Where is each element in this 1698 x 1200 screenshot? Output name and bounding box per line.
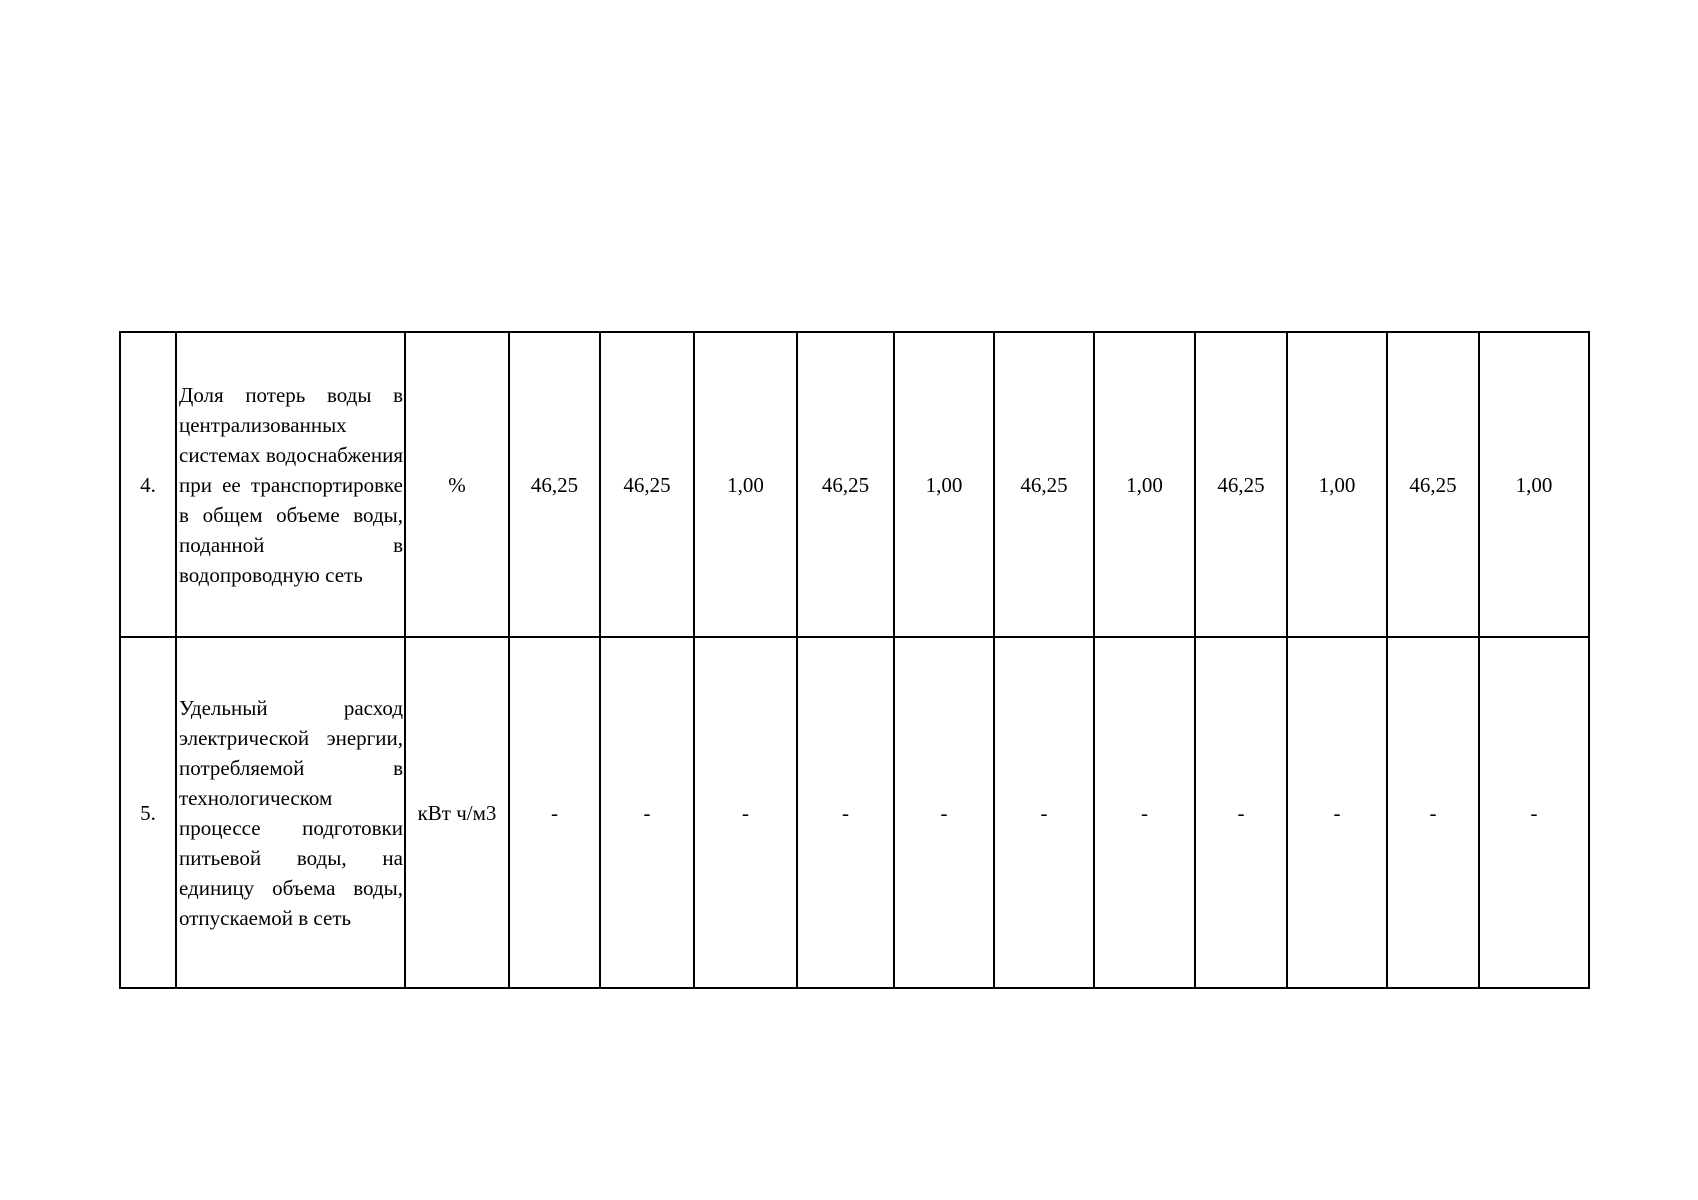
indicators-table [119, 331, 1590, 989]
table-row [120, 332, 1589, 637]
value-cell: 1,00 [694, 332, 797, 637]
value-cell: - [1094, 637, 1195, 988]
value-cell: - [994, 637, 1094, 988]
value-cell: 1,00 [1094, 332, 1195, 637]
indicator-description: Доля потерь воды в централизованных системах водоснабжения при ее транспортировке в общем объеме воды, поданной в водопроводную сеть [176, 332, 405, 637]
value-cell: - [1287, 637, 1387, 988]
value-cell: 46,25 [994, 332, 1094, 637]
value-cell: 46,25 [1387, 332, 1479, 637]
row-number: 5. [120, 637, 176, 988]
value-cell: - [1195, 637, 1287, 988]
indicator-description: Удельный расход электрической энергии, потребляемой в технологическом процессе подготовки питьевой воды, на единицу объема воды, отпускаемой в сеть [176, 637, 405, 988]
table-row [120, 637, 1589, 988]
value-cell: 1,00 [894, 332, 994, 637]
value-cell: 1,00 [1479, 332, 1589, 637]
value-cell: - [694, 637, 797, 988]
value-cell: - [1479, 637, 1589, 988]
unit-cell: кВт ч/м3 [405, 637, 509, 988]
row-number: 4. [120, 332, 176, 637]
value-cell: - [600, 637, 694, 988]
value-cell: - [894, 637, 994, 988]
value-cell: - [509, 637, 600, 988]
value-cell: 46,25 [797, 332, 894, 637]
unit-cell: % [405, 332, 509, 637]
value-cell: 1,00 [1287, 332, 1387, 637]
value-cell: 46,25 [509, 332, 600, 637]
value-cell: 46,25 [1195, 332, 1287, 637]
value-cell: 46,25 [600, 332, 694, 637]
value-cell: - [797, 637, 894, 988]
value-cell: - [1387, 637, 1479, 988]
